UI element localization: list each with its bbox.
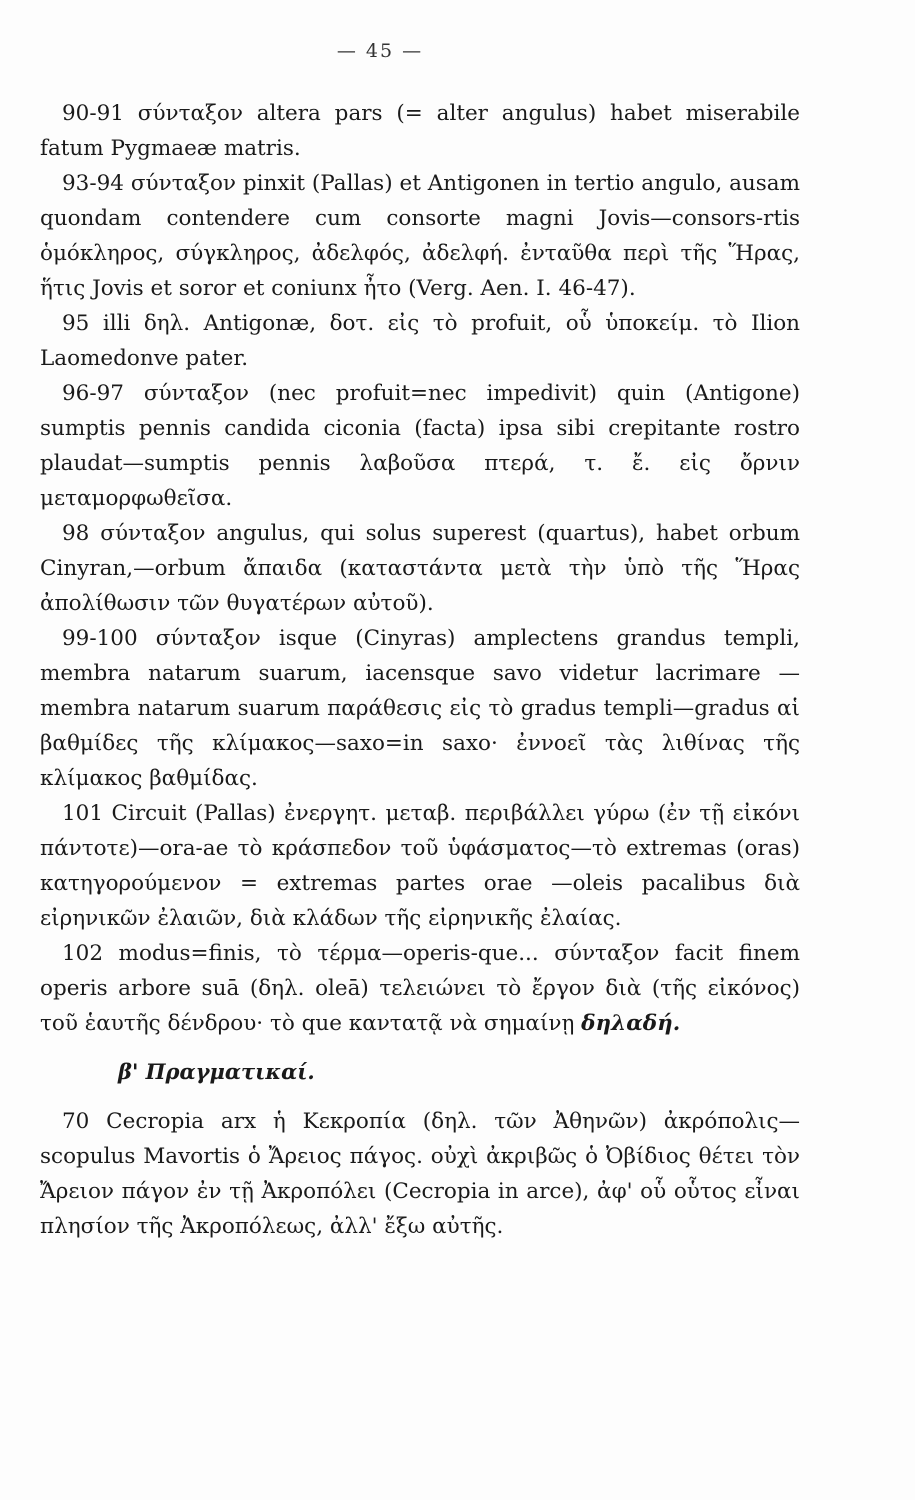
note-102-text: 102 modus=finis, τὸ τέρμα—operis-que... σύνταξον facit finem operis arbore suā (δηλ. oleā) τελειώνει τὸ ἔργον διὰ (τῆς εἰκόνος) τοῦ ἑαυτῆς δένδρου· τὸ que καντατᾷ νὰ σημαίνῃ xyxy=(40,941,800,1036)
note-98: 98 σύνταξον angulus, qui solus superest (quartus), habet orbum Cinyran,—orbum ἄπαιδα (καταστάντα μετὰ τὴν ὑπὸ τῆς Ἥρας ἀπολίθωσιν τῶν θυγατέρων αὐτοῦ). xyxy=(40,521,800,616)
note-93-94: 93-94 σύνταξον pinxit (Pallas) et Antigonen in tertio angulo, ausam quondam contendere cum consorte magni Jovis—consors-rtis ὁμόκληρος, σύγκληρος, ἀδελφός, ἀδελφή. ἐνταῦθα περὶ τῆς Ἥρας, ἥτις Jovis et soror et coniunx ἦτο (Verg. Aen. I. 46-47). xyxy=(40,171,800,301)
note-101: 101 Circuit (Pallas) ἐνεργητ. μεταβ. περιβάλλει γύρω (ἐν τῇ εἰκόνι πάντοτε)—ora-ae τὸ κράσπεδον τοῦ ὑφάσματος—τὸ extremas (oras) κατηγορούμενον = extremas partes orae —oleis pacalibus διὰ εἰρηνικῶν ἐλαιῶν, διὰ κλάδων τῆς εἰρηνικῆς ἐλαίας. xyxy=(40,801,800,931)
commentary-text xyxy=(40,96,800,1244)
note-95: 95 illi δηλ. Antigonæ, δοτ. εἰς τὸ profuit, οὗ ὑποκείμ. τὸ Ilion Laomedonve pater. xyxy=(40,311,800,371)
note-90-91: 90-91 σύνταξον altera pars (= alter angulus) habet miserabile fatum Pygmaeæ matris. xyxy=(40,101,800,161)
section-heading: β' Πραγματικαί. xyxy=(118,1059,315,1084)
note-99-100: 99-100 σύνταξον isque (Cinyras) amplectens grandus templi, membra natarum suarum, iacensque savo videtur lacrimare — membra natarum suarum παράθεσις εἰς τὸ gradus templi—gradus αἱ βαθμίδες τῆς κλίμακος—saxo=in saxo· ἐννοεῖ τὰς λιθίνας τῆς κλίμακος βαθμίδας. xyxy=(40,626,800,791)
note-96-97: 96-97 σύνταξον (nec profuit=nec impedivit) quin (Antigone) sumptis pennis candida ciconia (facta) ipsa sibi crepitante rostro plaudat—sumptis pennis λαβοῦσα πτερά, τ. ἔ. εἰς ὄρνιν μεταμορφωθεῖσα. xyxy=(40,381,800,511)
note-70: 70 Cecropia arx ἡ Κεκροπία (δηλ. τῶν Ἀθηνῶν) ἀκρόπολις—scopulus Mavortis ὁ Ἄρειος πάγος. οὐχὶ ἀκριβῶς ὁ Ὀβίδιος θέτει τὸν Ἄρειον πάγον ἐν τῇ Ἀκροπόλει (Cecropia in arce), ἀφ' οὗ οὗτος εἶναι πλησίον τῆς Ἀκροπόλεως, ἀλλ' ἔξω αὐτῆς. xyxy=(40,1109,800,1239)
page-number: — 45 — xyxy=(336,40,424,62)
note-102-bold-ending: δηλαδή. xyxy=(581,1011,681,1036)
note-102 xyxy=(40,936,800,1041)
